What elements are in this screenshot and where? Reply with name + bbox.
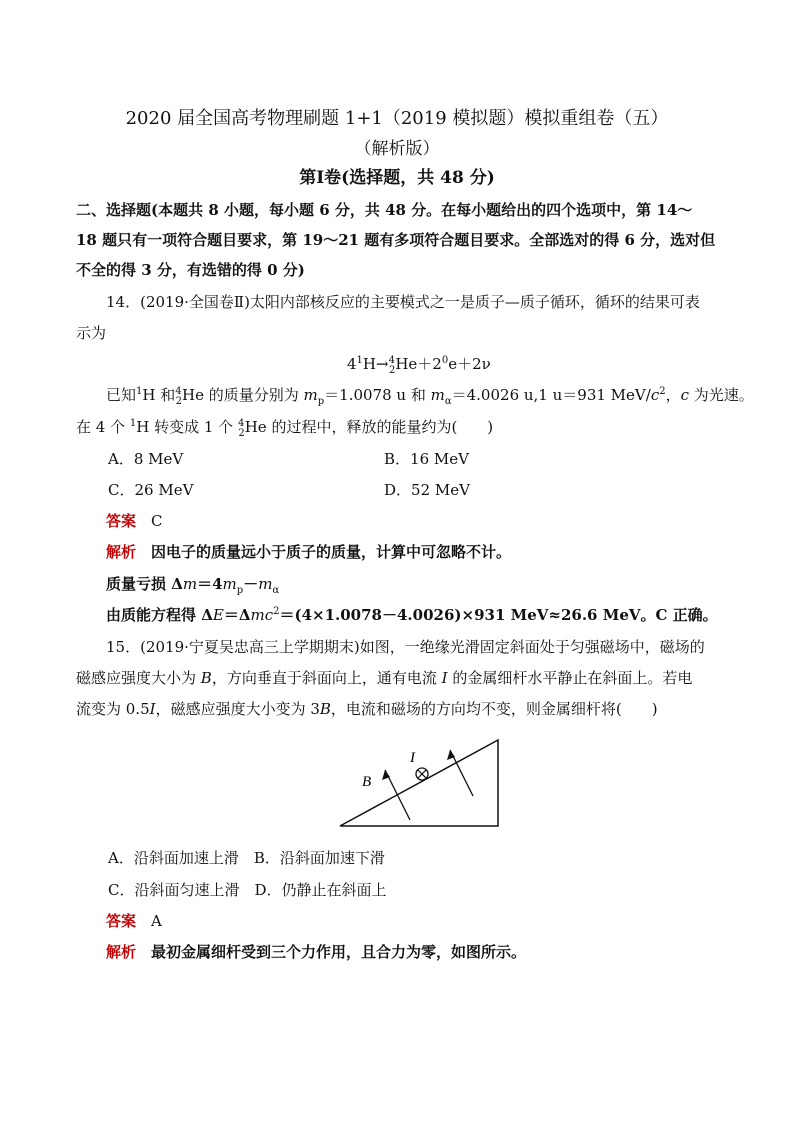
q15-stem-line-3: 流变为 0.5I，磁感应强度大小变为 3B，电流和磁场的方向均不变，则金属细杆将( ) <box>76 700 658 718</box>
q14-answer: 答案 C <box>106 512 163 530</box>
q15-options-cd: C．沿斜面匀速上滑 D．仍静止在斜面上 <box>108 881 387 899</box>
q15-stem-line-2: 磁感应强度大小为 B，方向垂直于斜面向上，通有电流 I 的金属细杆水平静止在斜面上。若电 <box>76 669 693 687</box>
q14-known-line-1: 已知$^1$H 和$^4_2$He 的质量分别为 $m_p=1.0078$ u 和 $m_\alpha=4.0026$ u,1 u＝931 MeV/$c^2$，c 为光速。 <box>106 386 754 407</box>
document-title: 2020 届全国高考物理刷题 1+1（2019 模拟题）模拟重组卷（五） <box>125 108 669 129</box>
figure-label-b: B <box>362 774 372 790</box>
q14-option-b: B．16 MeV <box>384 450 469 468</box>
q15-stem-line-1: 15．(2019·宁夏吴忠高三上学期期末)如图，一绝缘光滑固定斜面处于匀强磁场中，磁场的 <box>106 638 705 656</box>
q15-options-ab: A．沿斜面加速上滑 B．沿斜面加速下滑 <box>108 849 385 867</box>
incline-figure <box>330 730 510 835</box>
figure-label-i: I <box>410 750 415 766</box>
q14-mass-defect: 质量亏损 $\Delta m=4m_p-m_\alpha$ <box>106 575 280 596</box>
q15-answer: 答案 A <box>106 912 162 930</box>
q14-option-d: D．52 MeV <box>384 481 470 499</box>
q14-option-c: C．26 MeV <box>108 481 194 499</box>
q14-analysis: 解析 因电子的质量远小于质子的质量，计算中可忽略不计。 <box>106 543 512 561</box>
q14-option-a: A．8 MeV <box>108 450 184 468</box>
q14-known-line-2: 在 4 个 $^1$H 转变成 1 个 $^4_2$He 的过程中，释放的能量约为( ) <box>76 418 494 439</box>
instructions-line-1: 二、选择题(本题共 8 小题，每小题 6 分，共 48 分。在每小题给出的四个选项中，第 14～ <box>76 201 693 219</box>
q14-energy: 由质能方程得 ΔE＝Δmc$^2$＝(4×1.0078－4.0026)×931 MeV≈26.6 MeV。C 正确。 <box>106 606 718 624</box>
field-arrow-1 <box>385 770 410 820</box>
q14-stem-line-2: 示为 <box>76 324 107 342</box>
q14-stem-line-1: 14．(2019·全国卷Ⅱ)太阳内部核反应的主要模式之一是质子—质子循环，循环的结果可表 <box>106 293 700 311</box>
q15-analysis: 解析 最初金属细杆受到三个力作用，且合力为零，如图所示。 <box>106 943 527 961</box>
section-title: 第Ⅰ卷(选择题，共 48 分) <box>299 168 495 188</box>
instructions-line-3: 不全的得 3 分，有选错的得 0 分) <box>76 261 305 279</box>
document-subtitle: （解析版） <box>354 139 440 159</box>
instructions-line-2: 18 题只有一项符合题目要求，第 19～21 题有多项符合题目要求。全部选对的得 6 分，选对但 <box>76 231 716 249</box>
q14-equation: $4^1H\to^4_2He+2^0e+2\nu$ <box>347 355 491 376</box>
